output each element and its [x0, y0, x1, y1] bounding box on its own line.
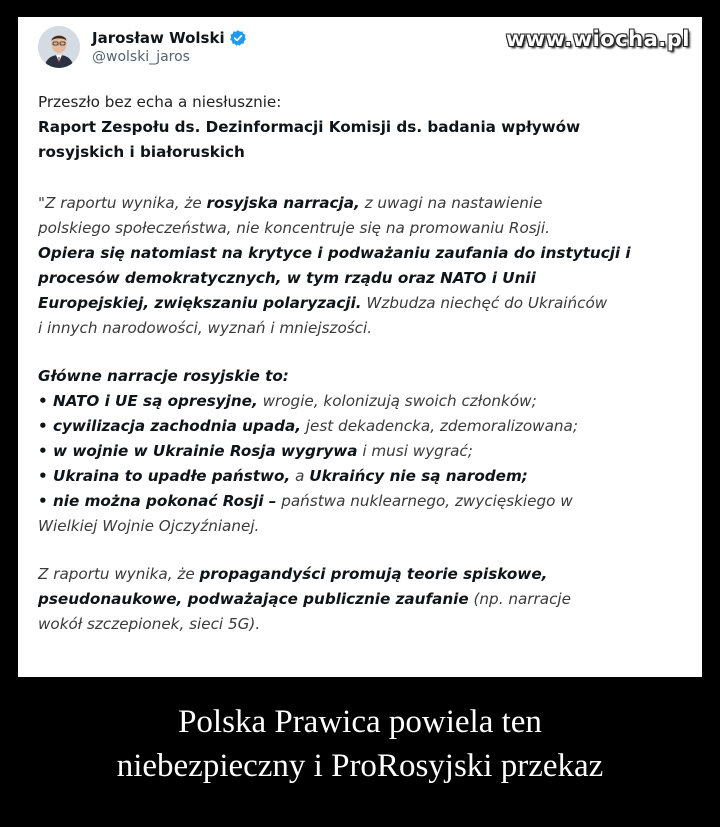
quote-line-4: procesów demokratycznych, w tym rządu oraz NATO i Unii [38, 269, 536, 287]
avatar[interactable] [38, 26, 80, 68]
quote-line-6: i innych narodowości, wyznań i mniejszości. [38, 319, 373, 337]
caption-line-1: Polska Prawica powiela ten [178, 704, 542, 740]
report-title-line-2: rosyjskich i białoruskich [38, 143, 245, 161]
tweet-header [38, 26, 247, 68]
list-item: • Ukraina to upadłe państwo, a Ukraińcy nie są narodem; [38, 467, 528, 485]
quote-line-5: Europejskiej, zwiększaniu polaryzacji. Wzbudza niechęć do Ukraińców [38, 294, 608, 312]
list-item-continuation: Wielkiej Wojnie Ojczyźnianej. [38, 517, 260, 535]
list-item: • w wojnie w Ukrainie Rosja wygrywa i musi wygrać; [38, 442, 473, 460]
tweet-body [38, 90, 688, 637]
list-item: • cywilizacja zachodnia upada, jest dekadencka, zdemoralizowana; [38, 417, 578, 435]
verified-badge-icon [229, 29, 247, 47]
site-watermark: www.wiocha.pl [505, 27, 690, 51]
quote-line-2: polskiego społeczeństwa, nie koncentruje się na promowaniu Rosji. [38, 219, 550, 237]
quote-line-1: "Z raportu wynika, że rosyjska narracja, z uwagi na nastawienie [38, 194, 543, 212]
person-icon [38, 26, 80, 68]
final-line-3: wokół szczepionek, sieci 5G). [38, 615, 261, 633]
final-line-1: Z raportu wynika, że propagandyści promują teorie spiskowe, [38, 565, 548, 583]
caption-line-2: niebezpieczny i ProRosyjski przekaz [116, 748, 604, 784]
list-item: • NATO i UE są opresyjne, wrogie, kolonizują swoich członków; [38, 392, 537, 410]
narratives-heading: Główne narracje rosyjskie to: [38, 367, 289, 385]
author-name[interactable]: Jarosław Wolski [92, 29, 225, 47]
intro-text: Przeszło bez echa a niesłusznie: [38, 93, 282, 111]
report-title-line-1: Raport Zespołu ds. Dezinformacji Komisji ds. badania wpływów [38, 118, 581, 136]
list-item: • nie można pokonać Rosji – państwa nuklearnego, zwycięskiego w [38, 492, 573, 510]
tweet-screenshot [18, 17, 702, 677]
final-line-2: pseudonaukowe, podważające publicznie zaufanie (np. narracje [38, 590, 571, 608]
quote-line-3: Opiera się natomiast na krytyce i podważaniu zaufania do instytucji i [38, 244, 631, 262]
meme-caption [0, 700, 720, 788]
author-handle[interactable]: @wolski_jaros [92, 49, 190, 65]
